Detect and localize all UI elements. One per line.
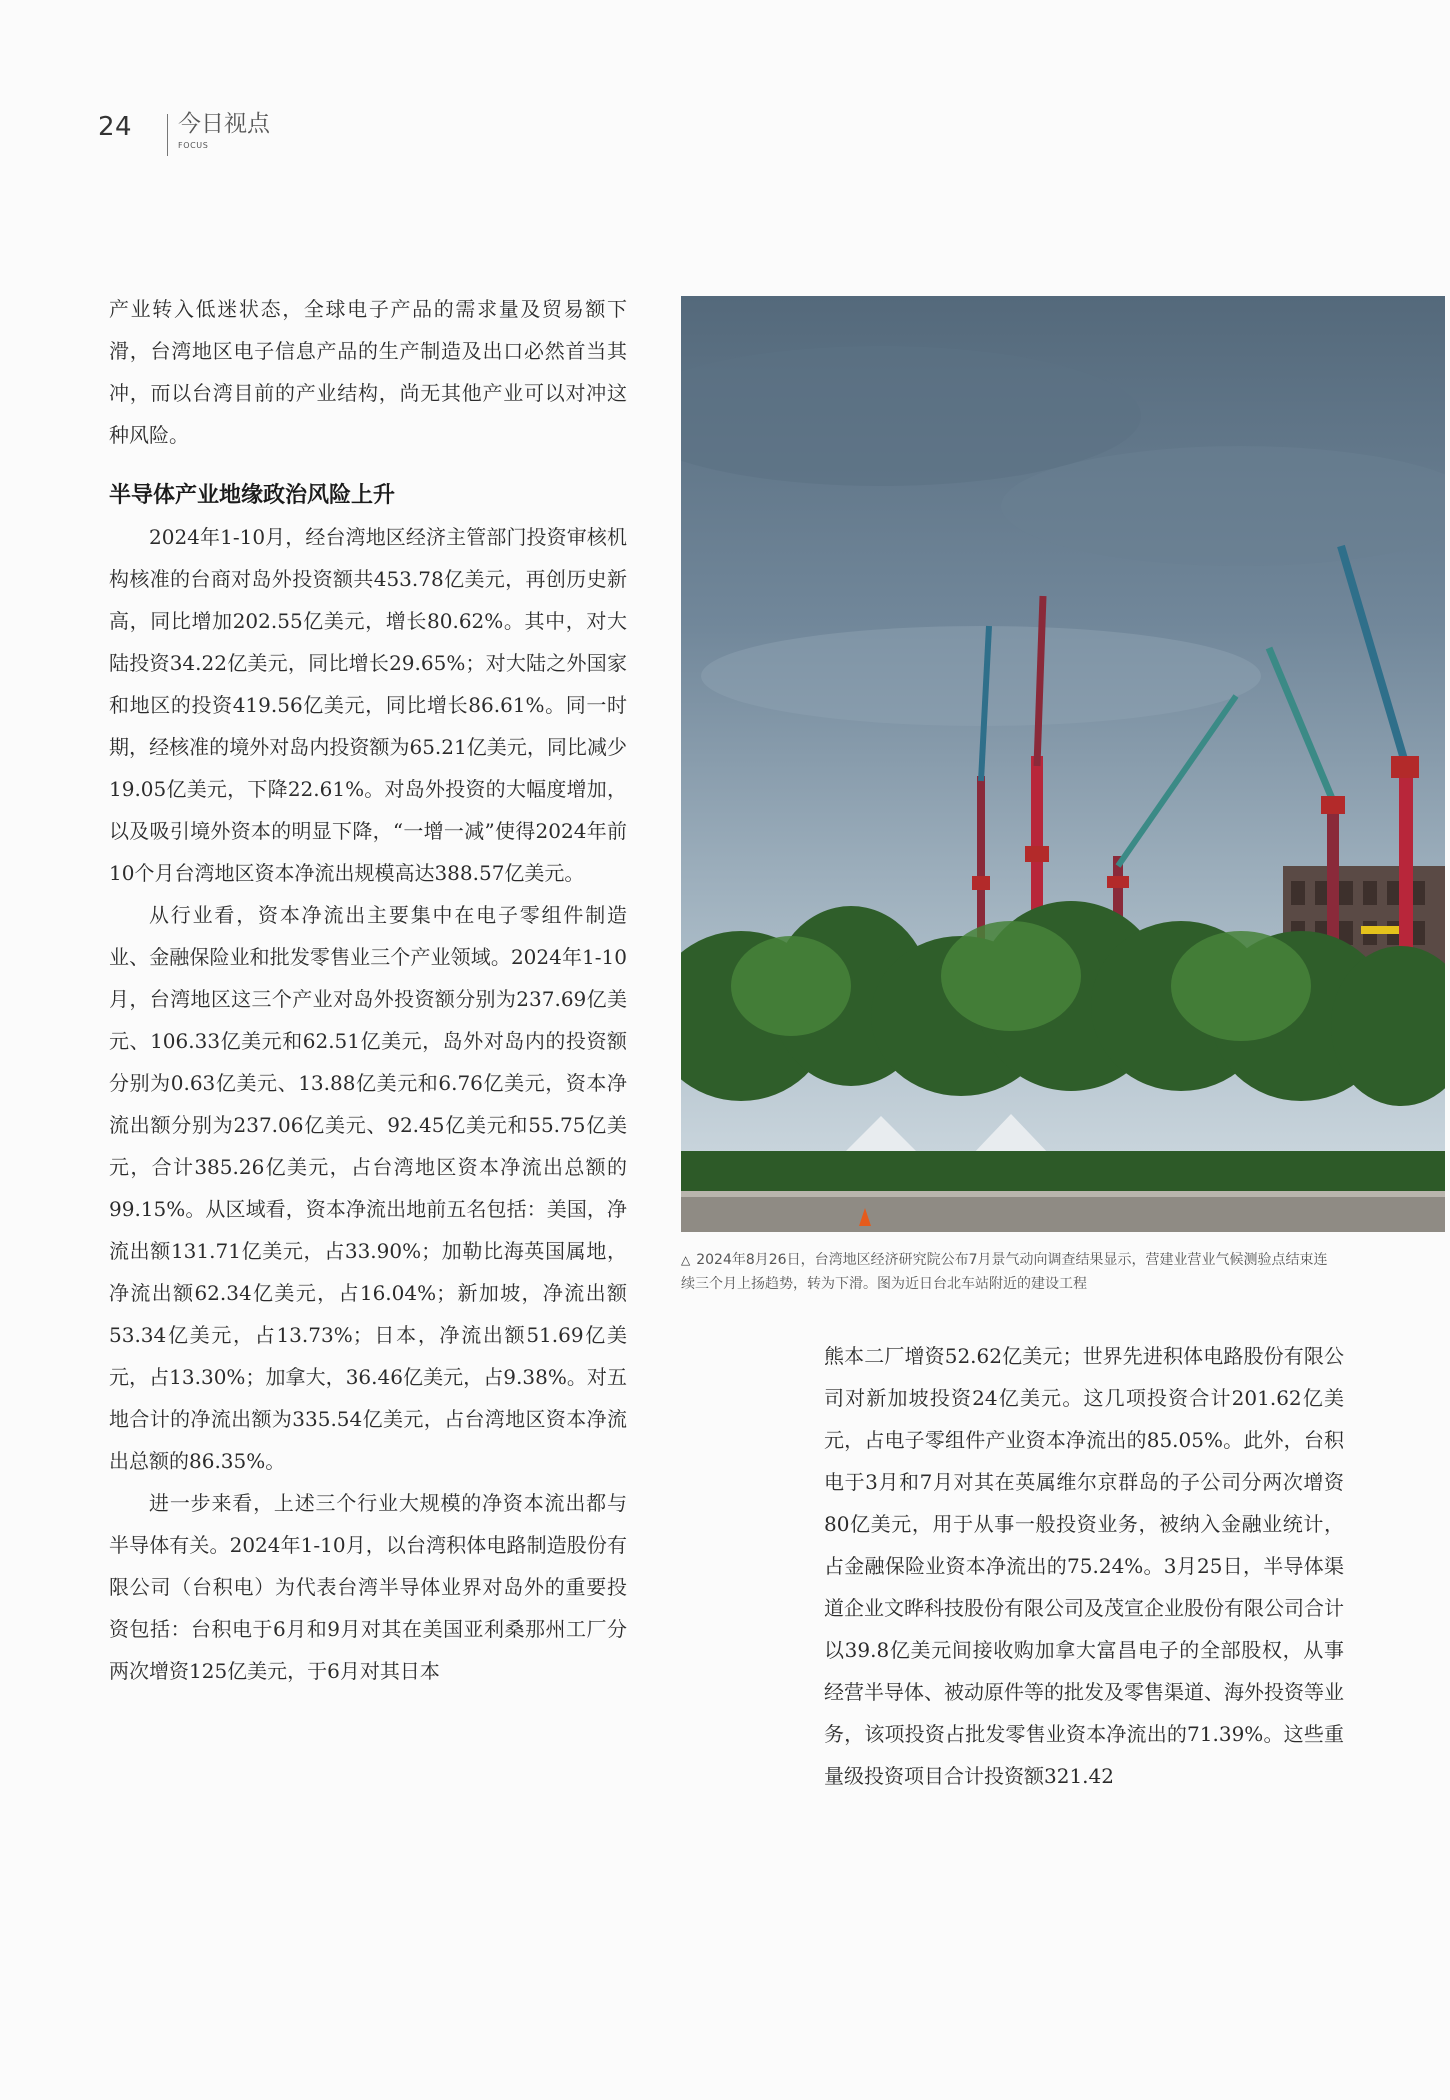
caption-text: 2024年8月26日，台湾地区经济研究院公布7月景气动向调查结果显示，营建业营业气候测验点结束连续三个月上扬趋势，转为下滑。图为近日台北车站附近的建设工程 (681, 1252, 1328, 1292)
right-column (824, 1335, 1344, 1797)
photo-caption (681, 1248, 1341, 1296)
section-title: 今日视点 (178, 111, 270, 137)
section-title-en: FOCUS (178, 141, 209, 150)
paragraph-1: 2024年1-10月，经台湾地区经济主管部门投资审核机构核准的台商对岛外投资额共453.78亿美元，再创历史新高，同比增加202.55亿美元，增长80.62%。其中，对大陆投资34.22亿美元，同比增长29.65%；对大陆之外国家和地区的投资419.56亿美元，同比增长86.61%。同一时期，经核准的境外对岛内投资额为65.21亿美元，同比减少19.05亿美元，下降22.61%。对岛外投资的大幅度增加，以及吸引境外资本的明显下降，“一增一减”使得2024年前10个月台湾地区资本净流出规模高达388.57亿美元。 (109, 525, 627, 885)
page-number: 24 (98, 112, 133, 142)
camera-icon: △ (681, 1253, 691, 1267)
intro-paragraph: 产业转入低迷状态，全球电子产品的需求量及贸易额下滑，台湾地区电子信息产品的生产制造及出口必然首当其冲，而以台湾目前的产业结构，尚无其他产业可以对冲这种风险。 (109, 297, 627, 447)
construction-photo (681, 296, 1445, 1232)
paragraph-3-continued: 熊本二厂增资52.62亿美元；世界先进积体电路股份有限公司对新加坡投资24亿美元。这几项投资合计201.62亿美元，占电子零组件产业资本净流出的85.05%。此外，台积电于3月和7月对其在英属维尔京群岛的子公司分两次增资80亿美元，用于从事一般投资业务，被纳入金融业统计，占金融保险业资本净流出的75.24%。3月25日，半导体渠道企业文晔科技股份有限公司及茂宣企业股份有限公司合计以39.8亿美元间接收购加拿大富昌电子的全部股权，从事经营半导体、被动原件等的批发及零售渠道、海外投资等业务，该项投资占批发零售业资本净流出的71.39%。这些重量级投资项目合计投资额321.42 (824, 1344, 1344, 1788)
header-divider (167, 114, 168, 156)
paragraph-3: 进一步来看，上述三个行业大规模的净资本流出都与半导体有关。2024年1-10月，以台湾积体电路制造股份有限公司（台积电）为代表台湾半导体业界对岛外的重要投资包括：台积电于6月和9月对其在美国亚利桑那州工厂分两次增资125亿美元，于6月对其日本 (109, 1491, 627, 1683)
paragraph-2: 从行业看，资本净流出主要集中在电子零组件制造业、金融保险业和批发零售业三个产业领域。2024年1-10月，台湾地区这三个产业对岛外投资额分别为237.69亿美元、106.33亿美元和62.51亿美元，岛外对岛内的投资额分别为0.63亿美元、13.88亿美元和6.76亿美元，资本净流出额分别为237.06亿美元、92.45亿美元和55.75亿美元，合计385.26亿美元，占台湾地区资本净流出总额的99.15%。从区域看，资本净流出地前五名包括：美国，净流出额131.71亿美元，占33.90%；加勒比海英国属地，净流出额62.34亿美元，占16.04%；新加坡，净流出额53.34亿美元，占13.73%；日本，净流出额51.69亿美元，占13.30%；加拿大，36.46亿美元，占9.38%。对五地合计的净流出额为335.54亿美元，占台湾地区资本净流出总额的86.35%。 (109, 903, 627, 1473)
section-heading: 半导体产业地缘政治风险上升 (109, 483, 396, 508)
left-column (109, 288, 627, 1692)
